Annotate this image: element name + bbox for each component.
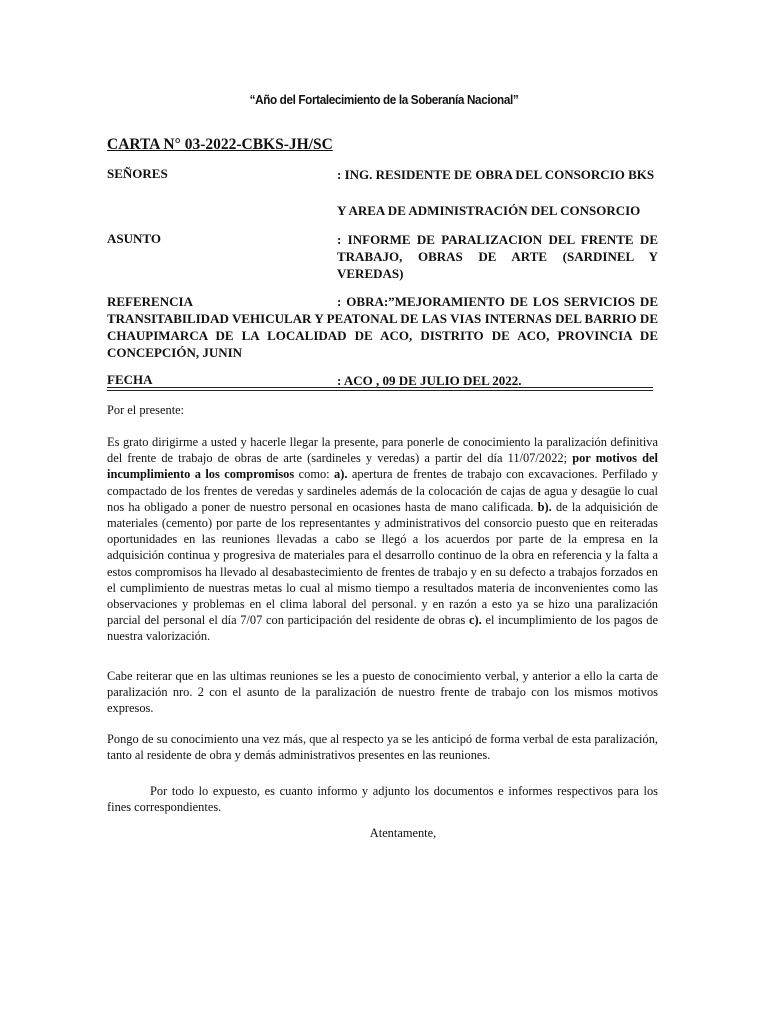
fecha-label: FECHA [107,372,153,387]
p1-como: como: [294,467,335,482]
p1-item-b: b). [537,499,552,514]
p1-bold-motive: por motivos del incumplimiento a los compromisos [107,451,658,482]
main-paragraph [107,434,658,645]
national-year-motto: “Año del Fortalecimiento de la Soberanía Nacional” [249,92,519,107]
p1-item-b-text: de la adquisición de materiales (cemento) por parte de los representantes y administrativos del consorcio puesto que en reiteradas oportunidades en las reuniones llevadas a cabo se llegó a los acuerdos por parte de la empresa en la adquisición continua y progresiva de materiales para el desarrollo continuo de la obra en referencia y la falta a estos compromisos ha llevado al desabastecimiento de frentes de trabajo y en su defecto a trabajos forzados en el cumplimiento de nuestras metas lo cual al mismo tiempo a resultados materia de inconvenientes como las observaciones y problemas en el clima laboral del personal. y en razón a esto ya se hizo una paralización parcial del personal el día 7/07 con participación del residente de obras [107,499,658,628]
second-paragraph: Cabe reiterar que en las ultimas reuniones se les a puesto de conocimiento verbal, y anterior a ello la carta de paralización nro. 2 con el asunto de la paralización de nuestro frente de trabajo con los mismos motivos expresos. [107,669,658,716]
p1-item-c: c). [469,613,482,628]
referencia-value: : OBRA:”MEJORAMIENTO DE LOS SERVICIOS DE TRANSITABILIDAD VEHICULAR Y PEATONAL DE LAS VIAS INTERNAS DEL BARRIO DE CHAUPIMARCA DE LA LOCALIDAD DE ACO, DISTRITO DE ACO, PROVINCIA DE CONCEPCIÓN, JUNIN [107,294,658,360]
asunto-label: ASUNTO [107,231,161,246]
p1-item-a-text: apertura de frentes de trabajo con excavaciones. Perfilado y compactado de los frentes de veredas y sardineles además de la colocación de cajas de agua y desagüe lo cual nos ha obligado a poner de nuestro personal en ocasiones hasta de mano calificada. [107,467,658,514]
separator-rule [107,387,653,391]
referencia-label: REFERENCIA [107,294,193,309]
p1-item-a: a). [334,467,348,482]
p1-intro: Es grato dirigirme a usted y hacerle llegar la presente, para ponerle de conocimiento la paralización definitiva del frente de trabajo de obras de arte (sardineles y veredas) a partir del día 11/07/2022; [107,435,658,466]
senores-label: SEÑORES [107,166,168,181]
p1-item-c-text: el incumplimiento de los pagos de nuestra valorización. [107,613,658,644]
fourth-paragraph: Por todo lo expuesto, es cuanto informo y adjunto los documentos e informes respectivos para los fines correspondientes. [107,784,658,815]
opening-line: Por el presente: [107,403,185,417]
referencia-block [107,293,658,361]
senores-value-line1: : ING. RESIDENTE DE OBRA DEL CONSORCIO BKS [337,167,655,182]
senores-value-line2: Y AREA DE ADMINISTRACIÓN DEL CONSORCIO [337,203,641,218]
letter-number-title: CARTA N° 03-2022-CBKS-JH/SC [107,136,333,153]
fecha-value: : ACO , 09 DE JULIO DEL 2022. [337,373,522,388]
asunto-value: : INFORME DE PARALIZACION DEL FRENTE DE TRABAJO, OBRAS DE ARTE (SARDINEL Y VEREDAS) [337,232,658,281]
closing-salutation: Atentamente, [369,826,437,840]
third-paragraph: Pongo de su conocimiento una vez más, que al respecto ya se les anticipó de forma verbal de esta paralización, tanto al residente de obra y demás administrativos presentes en las reuniones. [107,732,658,763]
